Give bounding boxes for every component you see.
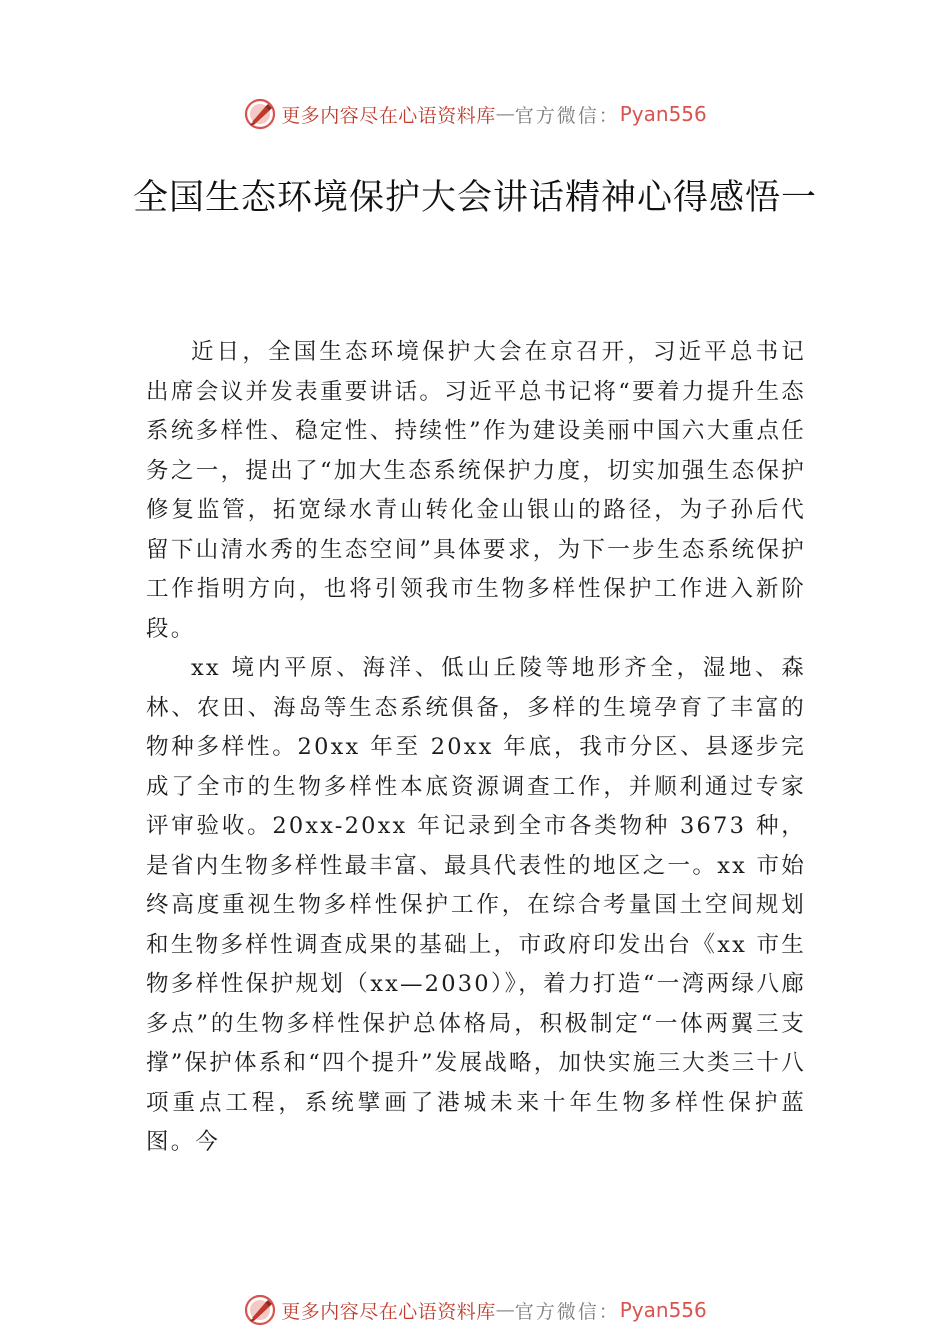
watermark-header — [0, 94, 950, 134]
watermark-separator: — — [495, 103, 515, 125]
pen-nib-logo-icon — [243, 97, 277, 131]
watermark-brand: 更多内容尽在心语资料库 — [281, 1300, 496, 1323]
watermark-official-label: 官方微信： — [514, 104, 620, 127]
document-body — [146, 333, 806, 1163]
watermark-official-label: 官方微信： — [514, 1300, 620, 1323]
document-title: 全国生态环境保护大会讲话精神心得感悟一 — [132, 178, 817, 218]
watermark-brand: 更多内容尽在心语资料库 — [281, 104, 496, 127]
watermark-account: Pyan556 — [619, 1298, 707, 1322]
watermark-account: Pyan556 — [619, 102, 707, 126]
pen-nib-logo-icon — [243, 1293, 277, 1327]
paragraph-1: 近日，全国生态环境保护大会在京召开，习近平总书记出席会议并发表重要讲话。习近平总书记将“要着力提升生态系统多样性、稳定性、持续性”作为建设美丽中国六大重点任务之一，提出了“加大生态系统保护力度，切实加强生态保护修复监管，拓宽绿水青山转化金山银山的路径，为子孙后代留下山清水秀的生态空间”具体要求，为下一步生态系统保护工作指明方向，也将引领我市生物多样性保护工作进入新阶段。 — [146, 339, 806, 642]
watermark-separator: — — [495, 1299, 515, 1321]
watermark-footer — [0, 1290, 950, 1330]
paragraph-2: xx 境内平原、海洋、低山丘陵等地形齐全，湿地、森林、农田、海岛等生态系统俱备，多样的生境孕育了丰富的物种多样性。20xx 年至 20xx 年底，我市分区、县逐步完成了全市的生物多样性本底资源调查工作，并顺利通过专家评审验收。20xx-20xx 年记录到全市各类物种 3673 种，是省内生物多样性最丰富、最具代表性的地区之一。xx 市始终高度重视生物多样性保护工作，在综合考量国土空间规划和生物多样性调查成果的基础上，市政府印发出台《xx 市生物多样性保护规划（xx—2030）》，着力打造“一湾两绿八廊多点”的生物多样性保护总体格局，积极制定“一体两翼三支撑”保护体系和“四个提升”发展战略，加快实施三大类三十八项重点工程，系统擘画了港城未来十年生物多样性保护蓝图。今 — [146, 655, 806, 1155]
